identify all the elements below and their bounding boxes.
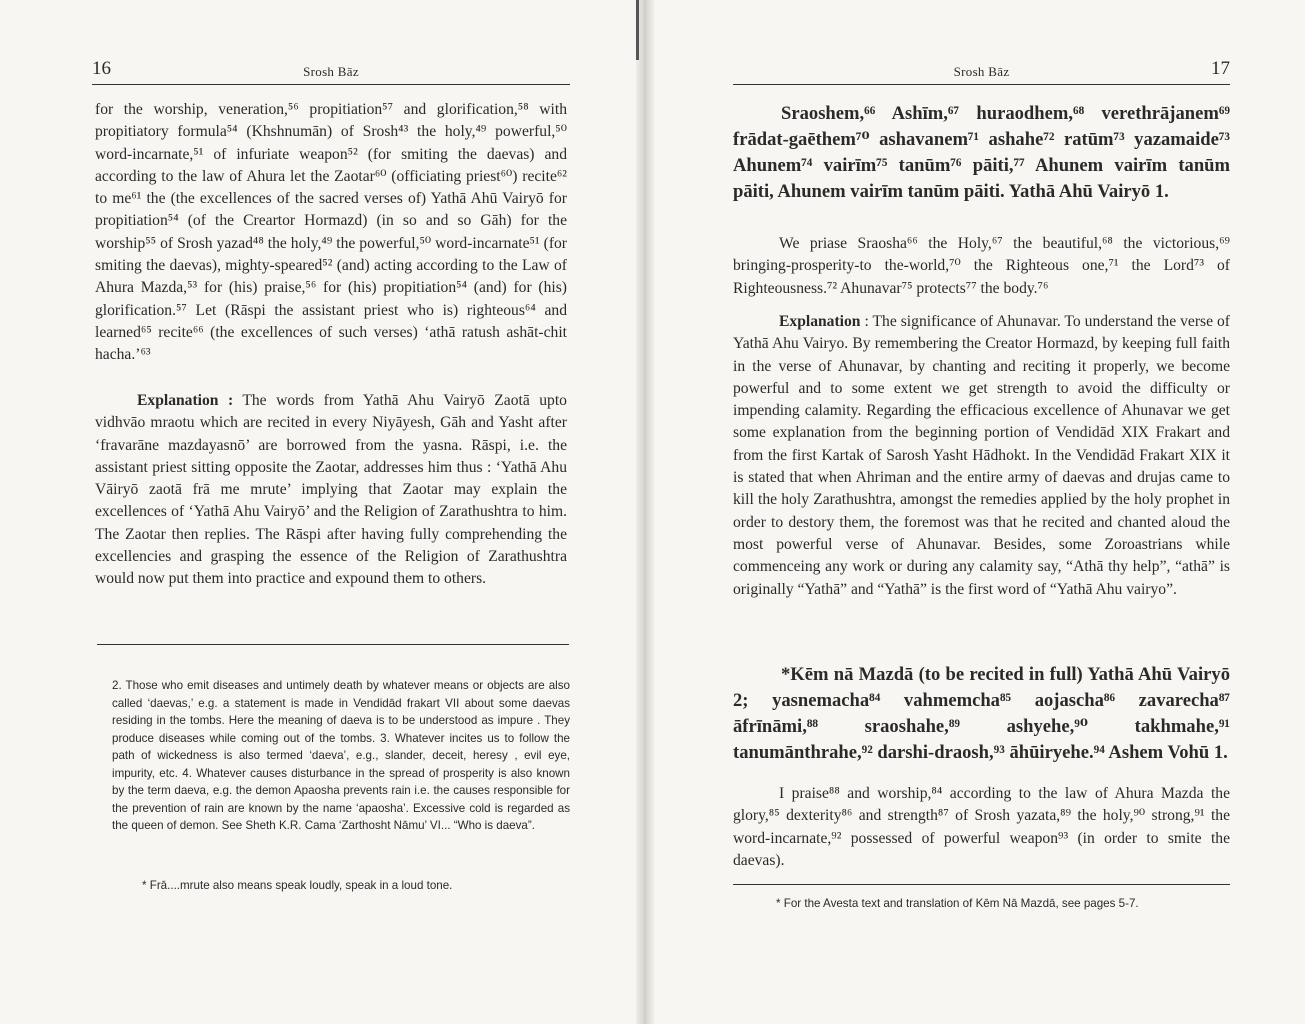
explanation-text: The words from Yathā Ahu Vairyō Zaotā upto vidhvāo mraotu which are recited in every Niyāyesh, Gāh and Yasht after ‘fravarāne mazdayasnō’ are borrowed from the yasna. Rāspi, i.e. the assistant priest sitting opposite the Zaotar, addresses him thus : ‘Yathā Ahu Vāiryō zaotā frā me mrute’ implying that Zaotar may explain the excellences of ‘Yathā Ahu Vairyō’ and the Religion of Zarathushtra to him. The Zaotar then replies. The Rāspi after having fully comprehending the excellencies and grasping the essence of the Religion of Zarathushtra would now put them into practice and expound them to others. [95, 392, 567, 588]
translation-paragraph: I praise⁸⁸ and worship,⁸⁴ according to the law of Ahura Mazda the glory,⁸⁵ dexterity⁸⁶ and strength⁸⁷ of Srosh yazata,⁸⁹ the holy,⁹⁰ strong,⁹¹ the word-incarnate,⁹² possessed of powerful weapon⁹³ (in order to smite the daevas). [733, 785, 1230, 869]
left-page-header [92, 58, 570, 85]
right-page-header [733, 58, 1230, 85]
translation-paragraph: We priase Sraosha⁶⁶ the Holy,⁶⁷ the beautiful,⁶⁸ the victorious,⁶⁹ bringing-prosperity-to the-world,⁷⁰ the Righteous one,⁷¹ the Lord⁷³ of Righteousness.⁷² Ahunavar⁷⁵ protects⁷⁷ the body.⁷⁶ [733, 235, 1230, 297]
footnote-star: * Frā....mrute also means speak loudly, speak in a loud tone. [142, 879, 453, 892]
page-number: 17 [1211, 58, 1230, 79]
explanation-paragraph [733, 311, 1230, 601]
footnote-rule [733, 884, 1230, 885]
left-page [0, 0, 636, 1024]
footnote: 2. Those who emit diseases and untimely death by whatever means or objects are also called ‘daevas,’ e.g. a statement is made in Vendidād frakart VII about some daevas residing in the tombs. Here the meaning of daeva is to be understood as impure . They produce diseases while coming out of the tombs. 3. Whatever incites us to follow the path of wickedness is also termed ‘daeva’, e.g., slander, deceit, heresy , evil eye, impurity, etc. 4. Whatever causes disturbance in the spread of prosperity is also known by the term daeva, e.g. the demon Apaosha prevents rain i.e. the causes responsible for the prevention of rain are known by the name ‘apaosha’. Excessive cold is regarded as the queen of demon. See Sheth K.R. Cama ‘Zarthosht Nāmu’ VI... “Who is daeva”. [112, 679, 570, 832]
running-head: Srosh Bāz [953, 64, 1010, 79]
avesta-verse: *Kēm nā Mazdā (to be recited in full) Yathā Ahū Vairyō 2; yasnemacha⁸⁴ vahmemcha⁸⁵ aojascha⁸⁶ zavarecha⁸⁷ āfrīnāmi,⁸⁸ sraoshahe,⁸⁹ ashyehe,⁹⁰ takhmahe,⁹¹ tanumānthrahe,⁹² darshi-draosh,⁹³ āhūiryehe.⁹⁴ Ashem Vohū 1. [733, 664, 1230, 763]
footnote-star: * For the Avesta text and translation of Kēm Nā Mazdā, see pages 5-7. [776, 897, 1139, 910]
footnote-rule [97, 644, 569, 645]
explanation-label: Explanation [779, 313, 861, 330]
running-head: Srosh Bāz [303, 64, 359, 79]
book-gutter [636, 0, 654, 1024]
avesta-verse: Sraoshem,⁶⁶ Ashīm,⁶⁷ huraodhem,⁶⁸ verethrājanem⁶⁹ frādat-gaēthem⁷⁰ ashavanem⁷¹ ashahe⁷² ratūm⁷³ yazamaide⁷³ Ahunem⁷⁴ vairīm⁷⁵ tanūm⁷⁶ pāiti,⁷⁷ Ahunem vairīm tanūm pāiti, Ahunem vairīm tanūm pāiti. Yathā Ahū Vairyō 1. [733, 103, 1230, 202]
explanation-text: : The significance of Ahunavar. To understand the verse of Yathā Ahu Vairyo. By remembering the Creator Hormazd, by keeping full faith in the verse of Ahunavar, by chanting and reciting it properly, we become powerful and to some extent we get strength to avoid the difficulty or impending calamity. Regarding the efficacious excellence of Ahunavar we get some explanation from the beginning portion of Vendidād XIX Frakart and from the first Kartak of Sarosh Yasht Hādhokt. In the Vendidād Frakart XIX it is stated that when Ahriman and the entire army of daevas and drujas came to kill the holy Zarathushtra, amongst the remedies applied by the holy prophet in order to destory them, the foremost was that he recited and chanted aloud the most powerful verse of Ahunavar. Besides, some Zoroastrians while commenceing any work or during any calamity say, “Athā thy help”, “athā” is originally “Yathā” and “Yathā” is the first word of “Yathā Ahu vairyo”. [733, 313, 1230, 598]
gutter-mark [636, 0, 639, 60]
paragraph-text: for the worship, veneration,⁵⁶ propitiation⁵⁷ and glorification,⁵⁸ with propitiatory formula⁵⁴ (Khshnumān) of Srosh⁴³ the holy,⁴⁹ powerful,⁵⁰ word-incarnate,⁵¹ of infuriate weapon⁵² (for smiting the daevas) and according to the law of Ahura let the Zaotar⁶⁰ (officiating priest⁶⁰) recite⁶² to me⁶¹ the (the excellences of the sacred verses of) Yathā Ahū Vairyō for propitiation⁵⁴ (of the Creartor Hormazd) (in so and so Gāh) for the worship⁵⁵ of Srosh yazad⁴⁸ the holy,⁴⁹ the powerful,⁵⁰ word-incarnate⁵¹ (for smiting the daevas), mighty-speared⁵² (and) acting according to the Law of Ahura Mazda,⁵³ for (his) praise,⁵⁶ for (his) propitiation⁵⁴ (and) for (his) glorification.⁵⁷ Let (Rāspi the assistant priest who is) righteous⁶⁴ and learned⁶⁵ recite⁶⁶ (the excellences of such verses) ‘athā ratush ashāt-chit hacha.’⁶³ [95, 101, 567, 364]
explanation-label: Explanation : [137, 392, 234, 409]
right-page [654, 0, 1305, 1024]
body-paragraph [95, 99, 567, 367]
explanation-paragraph [95, 390, 567, 591]
page-number: 16 [92, 58, 111, 79]
